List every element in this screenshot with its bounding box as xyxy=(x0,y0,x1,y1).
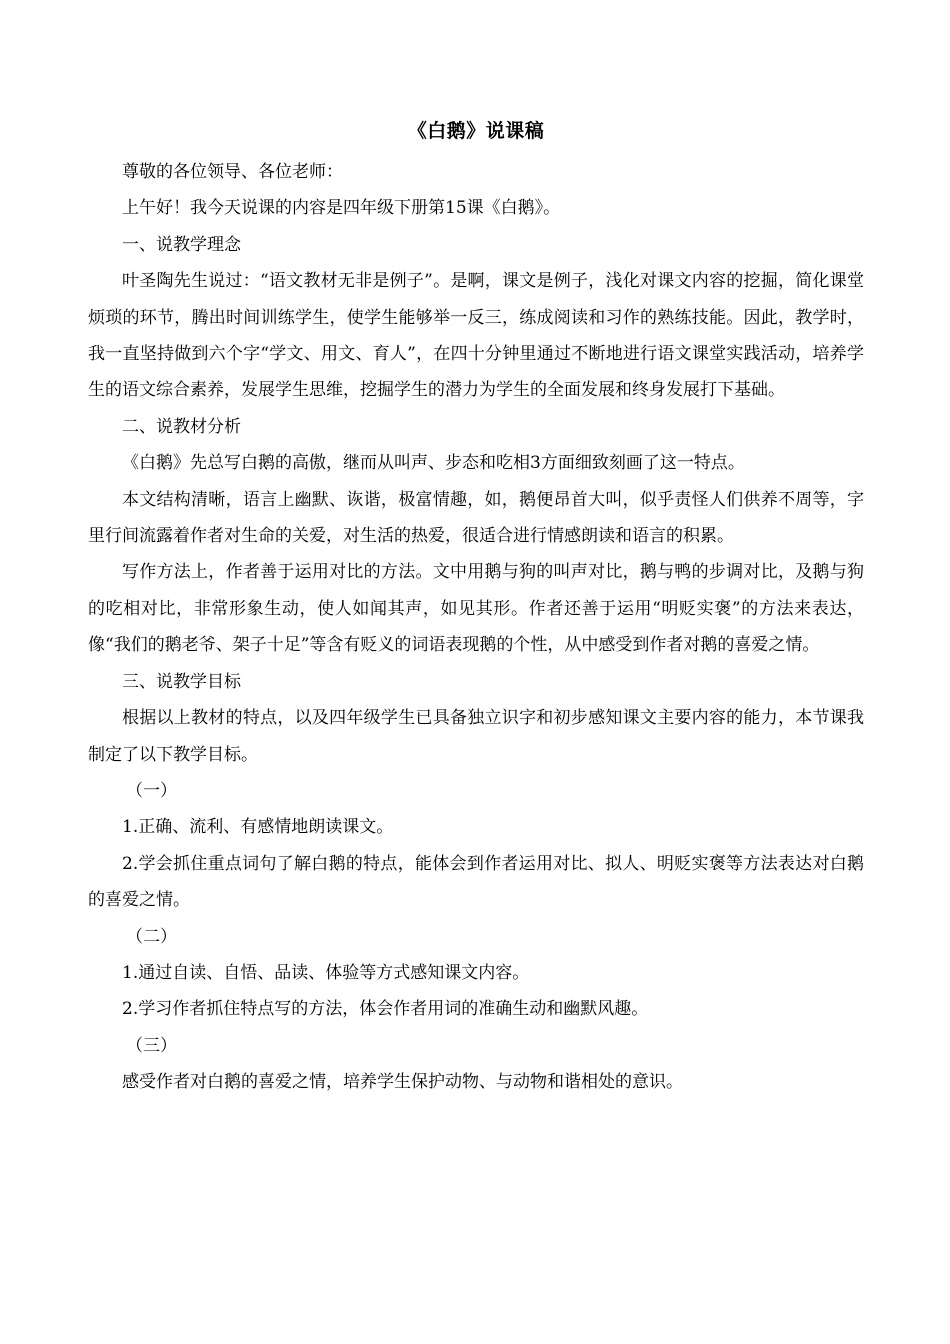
document-page xyxy=(88,118,864,1101)
paragraph-teaching-philosophy: 叶圣陶先生说过：“语文教材无非是例子”。是啊，课文是例子，浅化对课文内容的挖掘，简化课堂烦琐的环节，腾出时间训练学生，使学生能够举一反三，练成阅读和习作的熟练技能。因此，教学时，我一直坚持做到六个字“学文、用文、育人”，在四十分钟里通过不断地进行语文课堂实践活动，培养学生的语文综合素养，发展学生思维，挖掘学生的潜力为学生的全面发展和终身发展打下基础。 xyxy=(88,271,864,401)
paragraph-material-overview: 《白鹅》先总写白鹅的高傲，继而从叫声、步态和吃相3方面细致刻画了这一特点。 xyxy=(122,453,745,474)
goal-2-2: 2.学习作者抓住特点写的方法，体会作者用词的准确生动和幽默风趣。 xyxy=(122,999,649,1020)
paragraph-material-structure: 本文结构清晰，语言上幽默、诙谐，极富情趣，如，鹅便昂首大叫，似乎责怪人们供养不周等，字里行间流露着作者对生命的关爱，对生活的热爱，很适合进行情感朗读和语言的积累。 xyxy=(88,489,864,547)
goal-1-1: 1.正确、流利、有感情地朗读课文。 xyxy=(122,817,394,838)
paragraph-goals-intro: 根据以上教材的特点，以及四年级学生已具备独立识字和初步感知课文主要内容的能力，本节课我制定了以下教学目标。 xyxy=(88,708,864,765)
intro-paragraph: 上午好！我今天说课的内容是四年级下册第15课《白鹅》。 xyxy=(122,198,561,219)
greeting: 尊敬的各位领导、各位老师： xyxy=(122,162,343,182)
goal-group-3-label: （三） xyxy=(126,1035,177,1056)
section-heading-material-analysis: 二、说教材分析 xyxy=(122,416,241,437)
paragraph-writing-method: 写作方法上，作者善于运用对比的方法。文中用鹅与狗的叫声对比，鹅与鸭的步调对比，及鹅与狗的吃相对比，非常形象生动，使人如闻其声，如见其形。作者还善于运用“明贬实褒”的方法来表达，像“我们的鹅老爷、架子十足”等含有贬义的词语表现鹅的个性，从中感受到作者对鹅的喜爱之情。 xyxy=(88,562,864,656)
goal-1-2: 2.学会抓住重点词句了解白鹅的特点，能体会到作者运用对比、拟人、明贬实褒等方法表达对白鹅的喜爱之情。 xyxy=(88,853,864,911)
goal-group-2-label: （二） xyxy=(126,926,177,947)
goal-2-1: 1.通过自读、自悟、品读、体验等方式感知课文内容。 xyxy=(122,962,530,983)
section-heading-teaching-philosophy: 一、说教学理念 xyxy=(122,234,241,255)
document-title: 《白鹅》说课稿 xyxy=(407,120,545,142)
section-heading-teaching-goals: 三、说教学目标 xyxy=(122,671,241,692)
goal-3-1: 感受作者对白鹅的喜爱之情，培养学生保护动物、与动物和谐相处的意识。 xyxy=(122,1072,683,1093)
goal-group-1-label: （一） xyxy=(126,780,177,801)
